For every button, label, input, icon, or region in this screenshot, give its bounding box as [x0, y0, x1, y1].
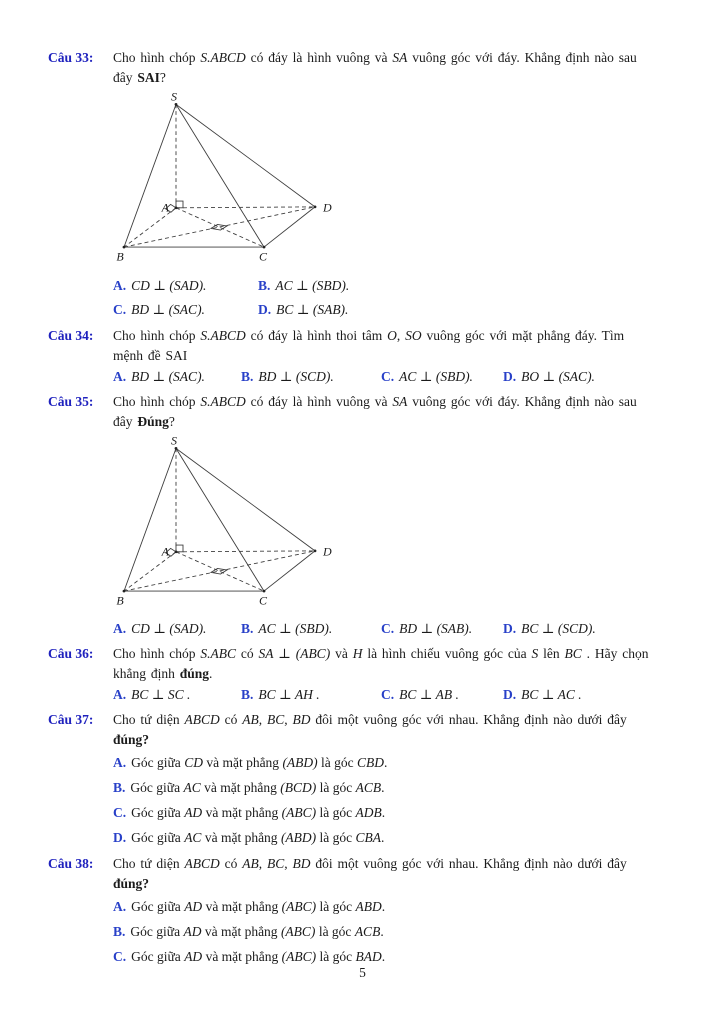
- text-segment: AC ⊥ (SBD).: [399, 369, 473, 384]
- text-segment: CD ⊥ (SAD).: [131, 278, 207, 293]
- option-text: [258, 369, 333, 384]
- option-text: [275, 278, 349, 293]
- option-letter: C.: [381, 621, 395, 636]
- visible-edge: [176, 104, 264, 247]
- text-segment: là góc: [316, 780, 356, 795]
- option-letter: B.: [113, 924, 126, 939]
- option-text: [131, 687, 190, 702]
- option-b: [241, 684, 381, 706]
- option-d: [503, 618, 633, 640]
- option-d: [258, 298, 433, 322]
- text-segment: (ABD): [280, 830, 317, 845]
- option-letter: D.: [113, 830, 127, 845]
- text-segment: ,: [284, 712, 293, 727]
- text-segment: đúng?: [113, 732, 150, 747]
- question-body: [113, 644, 691, 684]
- option-letter: D.: [503, 621, 517, 636]
- text-segment: có đáy là hình vuông và: [245, 394, 393, 409]
- question-body: [113, 392, 691, 432]
- text-segment: CD ⊥ (SAD).: [131, 621, 207, 636]
- text-segment: BC ⊥ AH .: [258, 687, 320, 702]
- question-text-line: [113, 392, 691, 412]
- option-letter: A.: [113, 899, 127, 914]
- hidden-edge: [176, 551, 315, 552]
- text-segment: O: [387, 328, 397, 343]
- text-segment: Góc giữa: [131, 755, 185, 770]
- visible-edge: [176, 104, 315, 206]
- text-segment: BO ⊥ (SAC).: [521, 369, 595, 384]
- question-number: Câu 33:: [48, 50, 94, 65]
- text-segment: và mặt phẳng: [201, 924, 281, 939]
- text-segment: BC ⊥ (SAB).: [276, 302, 349, 317]
- option-letter: B.: [258, 278, 271, 293]
- text-segment: CD: [184, 755, 203, 770]
- vertex-dot: [314, 206, 317, 209]
- text-segment: khẳng định: [113, 666, 180, 681]
- visible-edge: [264, 207, 315, 247]
- question-text-line: [113, 644, 691, 664]
- text-segment: Góc giữa: [131, 899, 185, 914]
- option-text: [131, 278, 206, 293]
- text-segment: AC ⊥ (SBD).: [275, 278, 350, 293]
- text-segment: BC ⊥ AB .: [399, 687, 459, 702]
- question-number: Câu 36:: [48, 646, 94, 661]
- vertex-label-hidden: A: [161, 201, 169, 215]
- option-letter: D.: [258, 302, 272, 317]
- question-text-line: [113, 326, 691, 346]
- option-text: [521, 687, 581, 702]
- text-segment: BC ⊥ (SCD).: [521, 621, 596, 636]
- question-text-line: [113, 346, 691, 366]
- text-segment: lên: [538, 646, 565, 661]
- text-segment: H: [352, 646, 363, 661]
- text-segment: BC: [266, 712, 285, 727]
- option-b: [258, 274, 433, 298]
- option-text: [276, 302, 348, 317]
- option-text: [131, 755, 387, 770]
- vertex-dot: [175, 550, 178, 553]
- text-segment: BC: [564, 646, 582, 661]
- option-text: [131, 621, 206, 636]
- text-segment: đây: [113, 70, 138, 85]
- text-segment: Góc giữa: [130, 924, 184, 939]
- option-text: [130, 924, 383, 939]
- question-number: Câu 38:: [48, 856, 94, 871]
- question-text-line: [113, 710, 691, 730]
- text-segment: vuông góc với đáy. Khẳng định nào sau: [407, 50, 637, 65]
- text-segment: và mặt phẳng: [202, 949, 282, 964]
- question-body: [113, 326, 691, 366]
- question-block: [48, 710, 691, 850]
- text-segment: vuông góc với đáy. Khẳng định nào sau: [407, 394, 637, 409]
- text-segment: Cho tứ diện: [113, 856, 185, 871]
- text-segment: (ABC): [281, 949, 317, 964]
- text-segment: BD: [292, 712, 311, 727]
- question-block: [48, 48, 691, 322]
- question-block: [48, 392, 691, 640]
- option-text: [399, 621, 472, 636]
- question-text-line: [113, 68, 691, 88]
- question-body: [113, 48, 691, 88]
- text-segment: .: [381, 949, 386, 964]
- figure-container: [113, 90, 691, 272]
- option-letter: C.: [113, 302, 127, 317]
- text-segment: SA: [392, 394, 408, 409]
- option-letter: A.: [113, 687, 127, 702]
- text-segment: ?: [159, 70, 166, 85]
- option-c: [113, 800, 691, 825]
- vertex-label-right: D: [323, 201, 332, 215]
- text-segment: CBD: [357, 755, 385, 770]
- vertex-label-hidden: A: [161, 545, 169, 559]
- option-b: [113, 919, 691, 944]
- vertex-dot: [263, 246, 266, 249]
- hidden-edge: [176, 552, 264, 591]
- text-segment: AC ⊥ (SBD).: [258, 621, 333, 636]
- text-segment: (ABD): [282, 755, 318, 770]
- text-segment: .: [380, 924, 384, 939]
- text-segment: Cho tứ diện: [113, 712, 185, 727]
- question-number: Câu 34:: [48, 328, 94, 343]
- option-a: [113, 894, 691, 919]
- text-segment: có đáy là hình vuông và: [245, 50, 393, 65]
- text-segment: BD ⊥ (SAC).: [131, 369, 205, 384]
- text-segment: có: [236, 646, 259, 661]
- text-segment: (ABC): [280, 924, 316, 939]
- right-angle-marker: [176, 545, 183, 552]
- text-segment: .: [384, 755, 388, 770]
- option-a: [113, 274, 258, 298]
- text-segment: (ABC): [281, 899, 317, 914]
- text-segment: S.ABCD: [200, 394, 246, 409]
- option-letter: A.: [113, 755, 127, 770]
- option-a: [113, 366, 241, 388]
- option-b: [241, 618, 381, 640]
- text-segment: đúng?: [113, 876, 150, 891]
- option-letter: D.: [503, 687, 517, 702]
- text-segment: BD: [292, 856, 311, 871]
- visible-edge: [124, 448, 176, 591]
- text-segment: BC ⊥ AC .: [521, 687, 582, 702]
- hidden-edge: [176, 207, 315, 208]
- option-letter: A.: [113, 621, 127, 636]
- figure-container: [113, 434, 691, 616]
- options-group: [113, 684, 691, 706]
- vertex-dot: [263, 590, 266, 593]
- text-segment: có: [219, 856, 243, 871]
- vertex-dot: [123, 246, 126, 249]
- text-segment: Cho hình chóp: [113, 394, 201, 409]
- text-segment: Góc giữa: [131, 805, 185, 820]
- visible-edge: [124, 104, 176, 247]
- text-segment: ACB: [355, 780, 382, 795]
- text-segment: có: [219, 712, 243, 727]
- text-segment: Góc giữa: [131, 830, 185, 845]
- text-segment: ABCD: [184, 712, 220, 727]
- option-text: [131, 830, 384, 845]
- text-segment: là góc: [317, 755, 358, 770]
- options-group: [113, 618, 691, 640]
- option-text: [258, 687, 319, 702]
- option-d: [113, 825, 691, 850]
- page-number: 5: [359, 965, 366, 980]
- text-segment: đúng: [179, 666, 210, 681]
- text-segment: AD: [183, 924, 202, 939]
- question-text-line: [113, 730, 691, 750]
- vertex-label-back_left: B: [116, 250, 124, 264]
- option-c: [381, 684, 503, 706]
- options-group: [113, 366, 691, 388]
- option-text: [131, 369, 205, 384]
- text-segment: S.ABC: [200, 646, 236, 661]
- text-segment: AB: [242, 856, 259, 871]
- text-segment: mệnh đề SAI: [113, 348, 188, 363]
- text-segment: S.ABCD: [200, 50, 246, 65]
- hidden-edge: [124, 207, 315, 247]
- text-segment: AC: [183, 780, 201, 795]
- options-group: [113, 894, 691, 969]
- perpendicular-diagonals-marker: [211, 568, 227, 574]
- text-segment: là góc: [316, 805, 356, 820]
- text-segment: là góc: [315, 924, 355, 939]
- option-letter: B.: [241, 621, 254, 636]
- text-segment: Cho hình chóp: [113, 50, 201, 65]
- perpendicular-diagonals-marker: [211, 224, 227, 230]
- question-text-line: [113, 412, 691, 432]
- text-segment: AD: [184, 899, 203, 914]
- option-letter: B.: [113, 780, 126, 795]
- text-segment: (ABC): [281, 805, 317, 820]
- text-segment: SA ⊥ (ABC): [258, 646, 331, 661]
- option-a: [113, 750, 691, 775]
- text-segment: ACB: [354, 924, 381, 939]
- vertex-dot: [175, 206, 178, 209]
- text-segment: BD ⊥ (SCD).: [258, 369, 334, 384]
- option-letter: D.: [503, 369, 517, 384]
- option-letter: B.: [241, 369, 254, 384]
- right-angle-marker: [176, 201, 183, 208]
- option-letter: C.: [113, 805, 127, 820]
- hidden-edge: [176, 208, 264, 247]
- vertex-dot: [123, 590, 126, 593]
- text-segment: đôi một vuông góc với nhau. Khẳng định nào dưới đây: [310, 856, 627, 871]
- text-segment: BC: [266, 856, 285, 871]
- text-segment: là góc: [316, 899, 356, 914]
- text-segment: CBA: [355, 830, 382, 845]
- option-a: [113, 618, 241, 640]
- text-segment: AD: [184, 949, 203, 964]
- vertex-label-front: C: [258, 250, 268, 264]
- text-segment: và mặt phẳng: [201, 830, 281, 845]
- text-segment: vuông góc với mặt phẳng đáy. Tìm: [421, 328, 625, 343]
- vertex-label-apex: S: [171, 90, 177, 104]
- question-text-line: [113, 854, 691, 874]
- question-number: Câu 35:: [48, 394, 94, 409]
- text-segment: ABD: [355, 899, 382, 914]
- option-text: [399, 369, 473, 384]
- text-segment: SA: [392, 50, 408, 65]
- visible-edge: [176, 448, 315, 550]
- text-segment: và: [330, 646, 353, 661]
- question-block: [48, 644, 691, 706]
- option-text: [130, 780, 384, 795]
- visible-edge: [264, 551, 315, 591]
- text-segment: Cho hình chóp: [113, 646, 201, 661]
- text-segment: .: [381, 780, 385, 795]
- question-text-line: [113, 48, 691, 68]
- text-segment: và mặt phẳng: [200, 780, 281, 795]
- option-text: [131, 949, 385, 964]
- options-group: [113, 274, 691, 322]
- text-segment: ,: [284, 856, 293, 871]
- text-segment: SAI: [137, 70, 160, 85]
- text-segment: Cho hình chóp: [113, 328, 201, 343]
- text-segment: và mặt phẳng: [202, 899, 282, 914]
- hidden-edge: [124, 551, 315, 591]
- question-body: [113, 854, 691, 894]
- text-segment: ABCD: [184, 856, 220, 871]
- pyramid-figure: [113, 434, 338, 616]
- option-b: [113, 775, 691, 800]
- option-text: [131, 805, 385, 820]
- option-letter: C.: [113, 949, 127, 964]
- option-c: [381, 366, 503, 388]
- text-segment: .: [209, 666, 213, 681]
- option-b: [241, 366, 381, 388]
- text-segment: BD ⊥ (SAB).: [399, 621, 473, 636]
- text-segment: là hình chiếu vuông góc của: [362, 646, 532, 661]
- text-segment: AD: [184, 805, 203, 820]
- text-segment: S.ABCD: [200, 328, 246, 343]
- option-d: [503, 684, 633, 706]
- vertex-label-apex: S: [171, 434, 177, 448]
- question-body: [113, 710, 691, 750]
- text-segment: (BCD): [280, 780, 317, 795]
- visible-edge: [176, 448, 264, 591]
- text-segment: BC ⊥ SC .: [131, 687, 191, 702]
- text-segment: đây: [113, 414, 138, 429]
- text-segment: Góc giữa: [130, 780, 184, 795]
- option-text: [131, 899, 385, 914]
- text-segment: đôi một vuông góc với nhau. Khẳng định nào dưới đây: [310, 712, 627, 727]
- vertex-label-right: D: [323, 545, 332, 559]
- option-text: [521, 621, 596, 636]
- option-letter: A.: [113, 369, 127, 384]
- text-segment: AB: [242, 712, 259, 727]
- text-segment: và mặt phẳng: [202, 805, 282, 820]
- text-segment: BD ⊥ (SAC).: [131, 302, 205, 317]
- text-segment: Góc giữa: [131, 949, 185, 964]
- question-number: Câu 37:: [48, 712, 94, 727]
- text-segment: SO: [405, 328, 422, 343]
- option-c: [113, 298, 258, 322]
- text-segment: .: [381, 899, 386, 914]
- text-segment: Đúng: [137, 414, 169, 429]
- text-segment: S: [531, 646, 539, 661]
- option-letter: C.: [381, 687, 395, 702]
- text-segment: ,: [258, 856, 267, 871]
- options-group: [113, 750, 691, 850]
- vertex-label-back_left: B: [116, 594, 124, 608]
- option-a: [113, 684, 241, 706]
- text-segment: và mặt phẳng: [202, 755, 283, 770]
- question-block: [48, 326, 691, 388]
- option-letter: A.: [113, 278, 127, 293]
- text-segment: AC: [184, 830, 202, 845]
- option-letter: C.: [381, 369, 395, 384]
- text-segment: ,: [258, 712, 267, 727]
- option-d: [503, 366, 633, 388]
- text-segment: ,: [396, 328, 406, 343]
- option-text: [521, 369, 595, 384]
- text-segment: BAD: [355, 949, 382, 964]
- question-block: [48, 854, 691, 969]
- vertex-label-front: C: [258, 594, 268, 608]
- text-segment: ?: [168, 414, 175, 429]
- text-segment: .: [381, 830, 385, 845]
- option-c: [381, 618, 503, 640]
- option-text: [131, 302, 205, 317]
- text-segment: ADB: [355, 805, 382, 820]
- text-segment: là góc: [316, 949, 356, 964]
- text-segment: .: [381, 805, 386, 820]
- text-segment: có đáy là hình thoi tâm: [245, 328, 388, 343]
- text-segment: . Hãy chọn: [581, 646, 649, 661]
- question-text-line: [113, 664, 691, 684]
- pyramid-figure: [113, 90, 338, 272]
- option-letter: B.: [241, 687, 254, 702]
- option-text: [258, 621, 332, 636]
- option-text: [399, 687, 459, 702]
- text-segment: là góc: [316, 830, 356, 845]
- question-text-line: [113, 874, 691, 894]
- vertex-dot: [314, 550, 317, 553]
